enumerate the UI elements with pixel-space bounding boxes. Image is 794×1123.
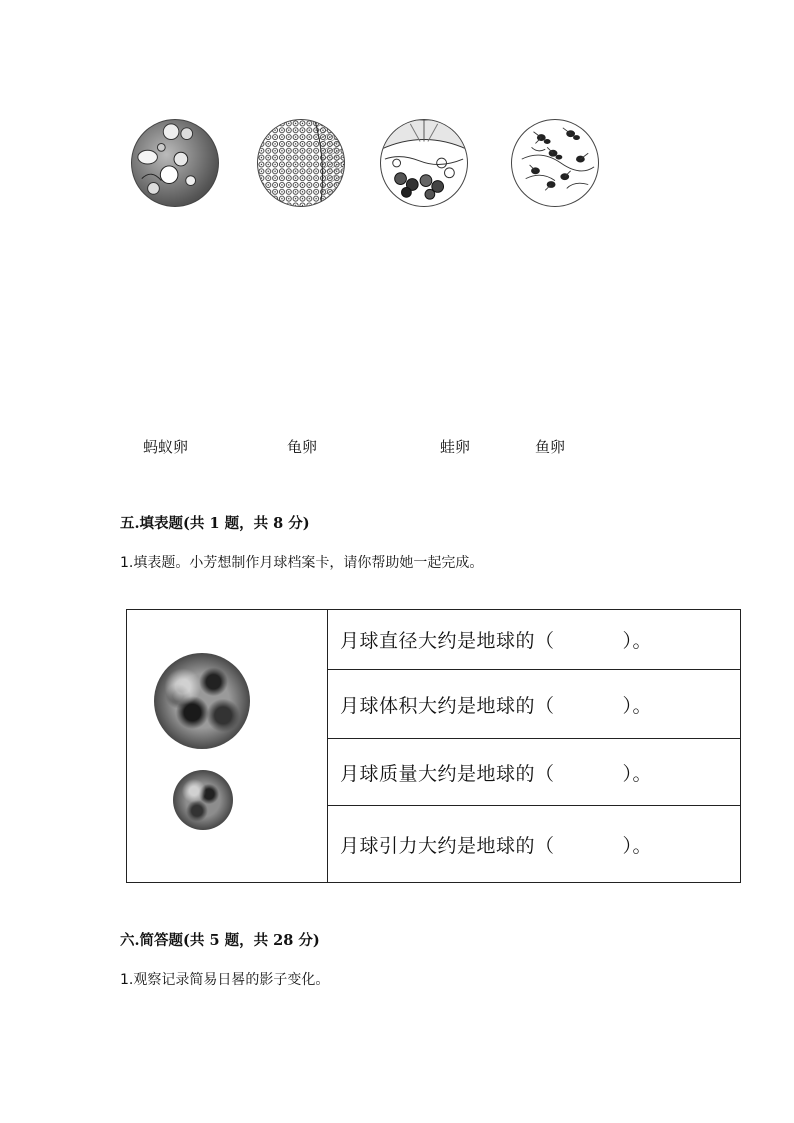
ant-egg-label: 蚂蚁卵 bbox=[143, 438, 189, 456]
volume-suffix: ）。 bbox=[622, 694, 653, 717]
frog-egg-label: 蛙卵 bbox=[440, 438, 471, 456]
planet-image-cell bbox=[127, 610, 328, 883]
diameter-prefix: 月球直径大约是地球的（ bbox=[340, 630, 555, 652]
section6-question: 1.观察记录简易日晷的影子变化。 bbox=[120, 972, 330, 988]
fish-egg-image bbox=[511, 119, 599, 207]
turtle-egg-label: 龟卵 bbox=[287, 438, 318, 456]
section5-title: 五.填表题(共 1 题，共 8 分) bbox=[120, 515, 310, 532]
section6-title: 六.简答题(共 5 题，共 28 分) bbox=[120, 932, 320, 949]
moon-record-table bbox=[126, 609, 741, 883]
diameter-row bbox=[328, 610, 741, 670]
volume-row bbox=[328, 670, 741, 739]
volume-prefix: 月球体积大约是地球的（ bbox=[340, 694, 555, 717]
earth-image bbox=[154, 653, 250, 749]
table-row bbox=[127, 610, 741, 670]
gravity-suffix: ）。 bbox=[622, 834, 653, 857]
section5-question: 1.填表题。小芳想制作月球档案卡，请你帮助她一起完成。 bbox=[120, 555, 484, 571]
moon-image bbox=[173, 770, 233, 830]
gravity-row bbox=[328, 806, 741, 883]
mass-suffix: ）。 bbox=[622, 762, 653, 785]
gravity-prefix: 月球引力大约是地球的（ bbox=[340, 834, 555, 857]
diameter-suffix: ）。 bbox=[622, 630, 653, 652]
mass-row bbox=[328, 739, 741, 806]
turtle-egg-image bbox=[257, 119, 345, 207]
ant-egg-image bbox=[131, 119, 219, 207]
frog-egg-image bbox=[380, 119, 468, 207]
fish-egg-label: 鱼卵 bbox=[535, 438, 566, 456]
mass-prefix: 月球质量大约是地球的（ bbox=[340, 762, 555, 785]
